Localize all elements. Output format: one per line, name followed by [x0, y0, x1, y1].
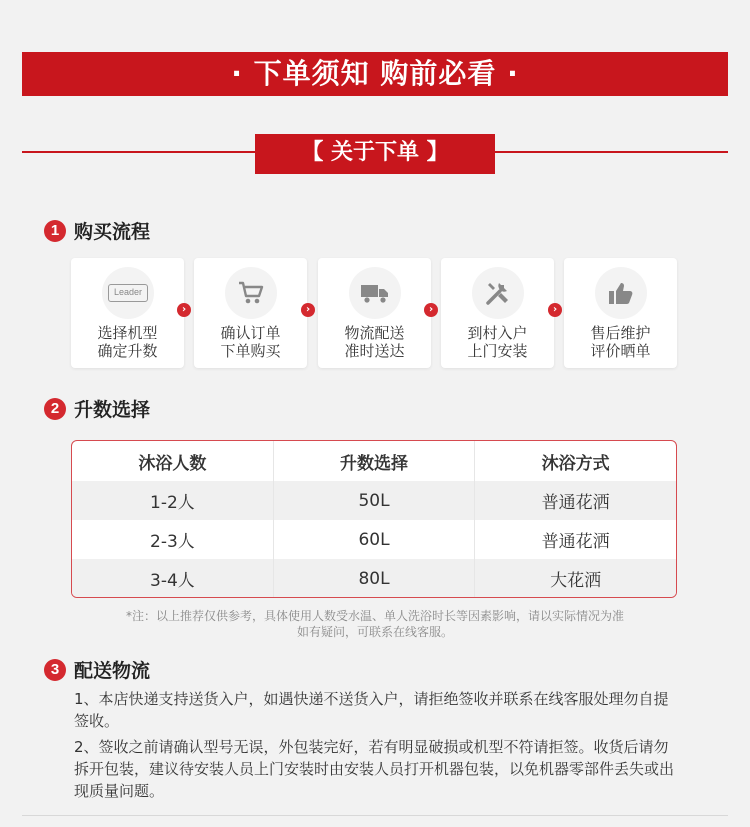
- thumbs-up-icon: [595, 267, 647, 319]
- leader-logo-icon: Leader: [102, 267, 154, 319]
- flow-label-line1: 选择机型: [97, 324, 158, 342]
- tools-icon: [472, 267, 524, 319]
- flow-label-line1: 确认订单: [220, 324, 281, 342]
- table-row: [72, 520, 676, 559]
- flow-label-line1: 到村入户: [467, 324, 528, 342]
- table-cell: 3-4人: [72, 559, 273, 598]
- step-heading-purchase-process: [44, 217, 150, 244]
- step-heading-capacity: [44, 395, 150, 422]
- purchase-flow: [71, 258, 677, 368]
- flow-label-line2: 确定升数: [97, 342, 158, 360]
- step-number-badge: 1: [44, 220, 66, 242]
- table-row: [72, 559, 676, 598]
- flow-label-line2: 上门安装: [467, 342, 528, 360]
- table-cell: 80L: [273, 559, 474, 598]
- truck-icon: [349, 267, 401, 319]
- table-cell: 1-2人: [72, 481, 273, 520]
- step-heading-delivery: [44, 656, 150, 683]
- cart-icon: [225, 267, 277, 319]
- table-cell: 50L: [273, 481, 474, 520]
- flow-arrow-icon: ›: [177, 303, 191, 317]
- flow-card-confirm-order: [194, 258, 307, 368]
- capacity-table: [71, 440, 677, 598]
- delivery-paragraph-2: 2、签收之前请确认型号无误，外包装完好，若有明显破损或机型不符请拒签。收货后请勿拆开包装，建议待安装人员上门安装时由安装人员打开机器包装，以免机器零部件丢失或出现质量问题。: [74, 738, 675, 800]
- table-cell: 普通花洒: [541, 532, 610, 552]
- recommendation-note: [90, 608, 660, 640]
- flow-card-choose-model: [71, 258, 184, 368]
- step-title: 购买流程: [74, 221, 151, 243]
- delivery-paragraph-1: 1、本店快递支持送货入户，如遇快递不送货入户，请拒绝签收并联系在线客服处理勿自提签收。: [74, 690, 669, 730]
- flow-label-line2: 评价晒单: [590, 342, 651, 360]
- flow-card-after-sales: [564, 258, 677, 368]
- step-title: 配送物流: [74, 660, 151, 682]
- step-title: 升数选择: [74, 399, 151, 421]
- notice-banner: · 下单须知 购前必看 ·: [22, 52, 728, 96]
- flow-card-delivery: [318, 258, 431, 368]
- table-header-cell: 沐浴方式: [541, 453, 610, 474]
- table-header-cell: 升数选择: [273, 441, 474, 481]
- table-cell: 2-3人: [72, 520, 273, 559]
- flow-label-line2: 下单购买: [220, 342, 281, 360]
- flow-label-line2: 准时送达: [344, 342, 405, 360]
- section-title-about-order: 【 关于下单 】: [255, 134, 495, 172]
- table-cell: 60L: [273, 520, 474, 559]
- table-header-row: [72, 441, 676, 481]
- bottom-divider: [22, 815, 728, 816]
- flow-card-installation: [441, 258, 554, 368]
- flow-arrow-icon: ›: [424, 303, 438, 317]
- table-header-cell: 沐浴人数: [72, 441, 273, 481]
- flow-arrow-icon: ›: [548, 303, 562, 317]
- flow-label-line1: 物流配送: [344, 324, 405, 342]
- step-number-badge: 2: [44, 398, 66, 420]
- step-number-badge: 3: [44, 659, 66, 681]
- note-line: *注：以上推荐仅供参考，具体使用人数受水温、单人洗浴时长等因素影响，请以实际情况为准: [125, 609, 624, 623]
- flow-arrow-icon: ›: [301, 303, 315, 317]
- table-row: [72, 481, 676, 520]
- table-cell: 大花洒: [475, 559, 676, 598]
- note-line: 如有疑问，可联系在线客服。: [296, 625, 453, 639]
- table-cell: 普通花洒: [475, 481, 676, 520]
- flow-label-line1: 售后维护: [590, 324, 651, 342]
